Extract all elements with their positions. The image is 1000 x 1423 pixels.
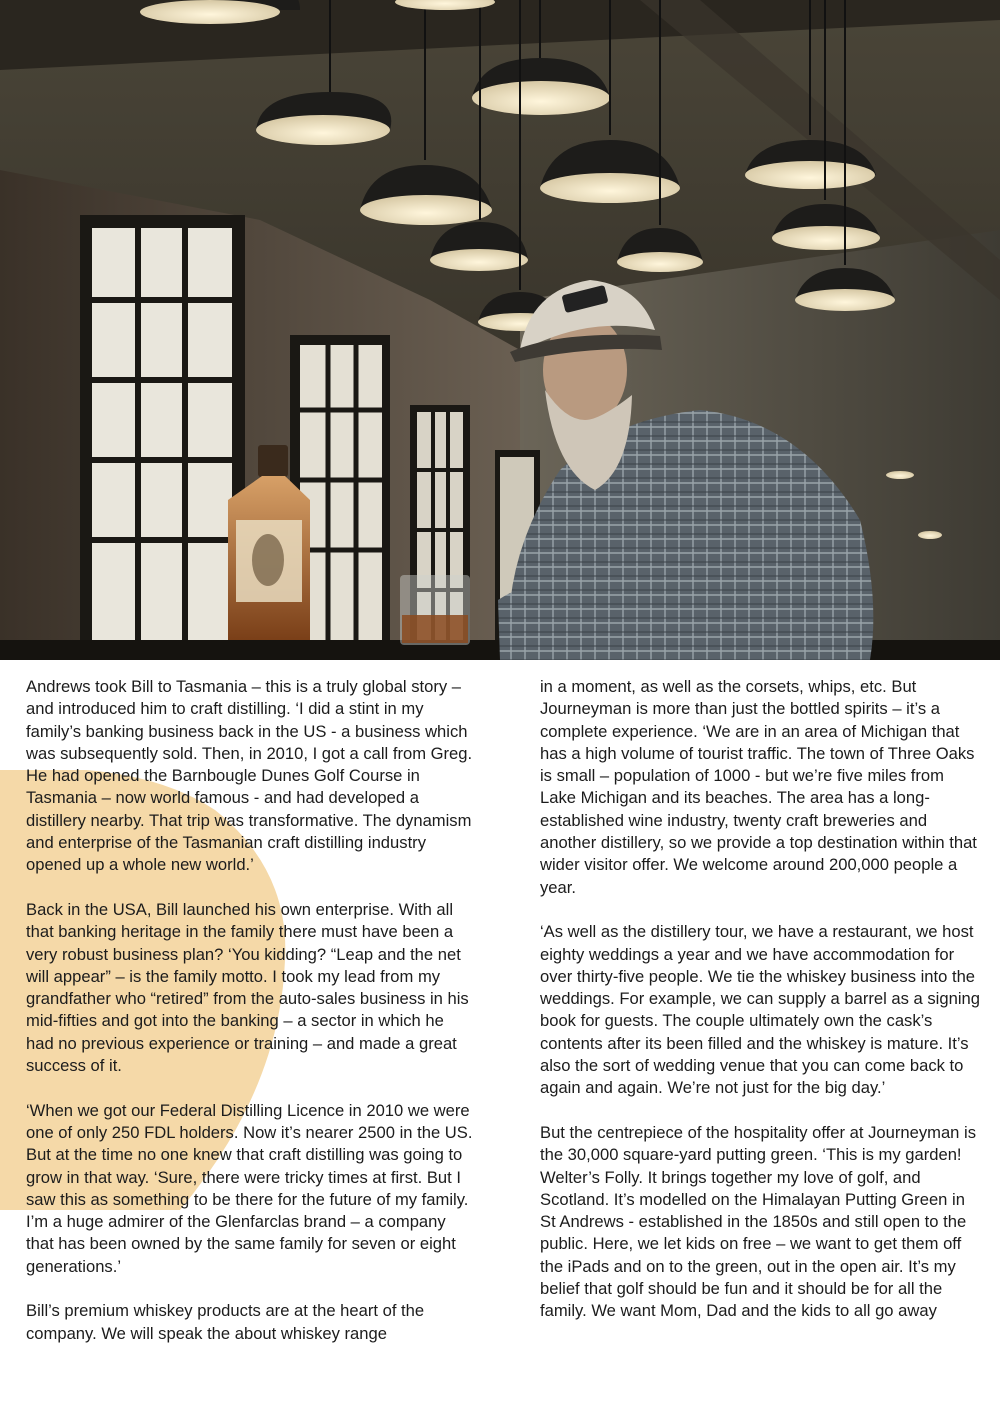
paragraph: Bill’s premium whiskey products are at the heart of the company. We will speak the about whiskey range — [26, 1301, 425, 1343]
article-column-left — [26, 676, 476, 1345]
paragraph: in a moment, as well as the corsets, whips, etc. But Journeyman is more than just the bottled spirits – it’s a complete experience. ‘We are in an area of Michigan that has a high volume of tourist traffic. The town of Three Oaks is small – population of 1000 - but we’re five miles from Lake Michigan and its beaches. The area has a long-established wine industry, twenty craft breweries and another distillery, so we provide a top destination within that wider visitor offer. We welcome around 200,000 people a year. — [540, 677, 977, 897]
whiskey-glass — [400, 575, 470, 645]
paragraph: Andrews took Bill to Tasmania – this is a truly global story – and introduced him to craft distilling. ‘I did a stint in my family’s banking business back in the US - a business which was subsequently sold. Then, in 2010, I got a call from Greg. He had opened the Barnbougle Dunes Golf Course in Tasmania – now world famous - and had developed a distillery nearby. That trip was transformative. The dynamism and enterprise of the Tasmanian craft distilling industry opened up a whole new world.’ — [26, 677, 473, 875]
hero-photo — [0, 0, 1000, 660]
paragraph: Back in the USA, Bill launched his own enterprise. With all that banking heritage in the family there must have been a very robust business plan? ‘You kidding? “Leap and the net will appear” – is the family motto. I took my lead from my grandfather who “retired” from the auto-sales business in his mid-fifties and got into the banking – a sector in which he had no previous experience or training – and made a great success of it. — [26, 899, 469, 1076]
window-1 — [80, 215, 245, 660]
paragraph: ‘When we got our Federal Distilling Licence in 2010 we were one of only 250 FDL holders. Now it’s nearer 2500 in the US. But at the time no one knew that craft distilling was going to grow in that way. ‘Sure, there were tricky times at first. But I saw this as something to be there for the future of my family. I’m a huge admirer of the Glenfarclas brand – a company that has been owned by the same family for seven or eight generations.’ — [26, 1100, 473, 1276]
paragraph: But the centrepiece of the hospitality offer at Journeyman is the 30,000 square-yard putting green. ‘This is my garden! Welter’s Folly. It brings together my love of golf, and Scotland. It’s modelled on the Himalayan Putting Green in St Andrews - established in the 1850s and still open to the public. Here, we let kids on free – we want to get them off the iPads and on to the green, out in the open air. It’s my belief that golf should be fun and it should be for all the family. We want Mom, Dad and the kids to all go away — [540, 1122, 976, 1321]
article-column-right — [540, 676, 980, 1323]
paragraph: ‘As well as the distillery tour, we have a restaurant, we host eighty weddings a year and we have accommodation for over thirty-five people. We tie the whiskey business into the weddings. For example, we can supply a barrel as a signing book for guests. The couple ultimately own the cask’s contents after its been filled and the whiskey is mature. It’s also the sort of wedding venue that you can come back to again and again. We’re not just for the big day.’ — [540, 922, 980, 1098]
